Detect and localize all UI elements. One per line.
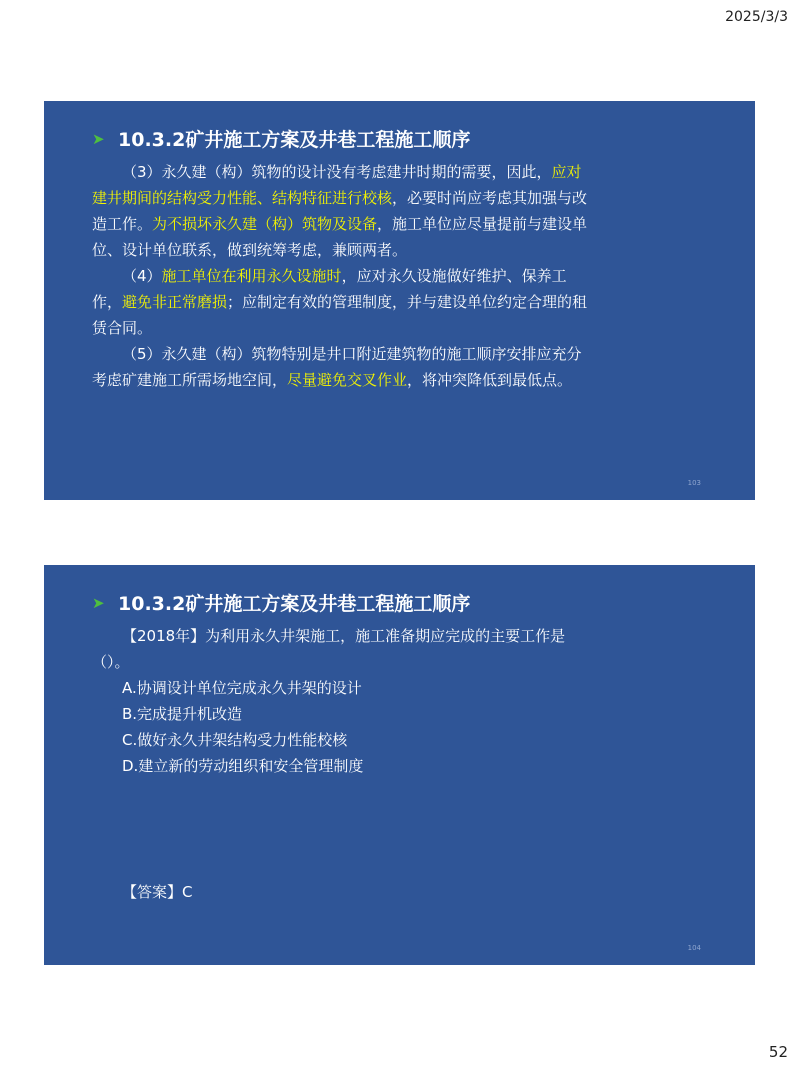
answer-text: 【答案】C <box>122 883 193 901</box>
text: ，施工单位应尽量提前与建设单位、设计单位联系，做到统筹考虑，兼顾两者。 <box>92 215 588 259</box>
text: ；应制定有效的管理制度，并与建设单位约定合理的租赁合同。 <box>92 293 588 337</box>
paragraph-5 <box>92 341 592 393</box>
highlight-text: 应对建井期间的结构受力性能、结构特征进行校核 <box>92 163 582 207</box>
arrow-bullet-icon: ➤ <box>92 593 105 612</box>
slide-title-row <box>92 589 470 616</box>
text: （5）永久建（构）筑物特别是井口附近建筑物的施工顺序安排应充分考虑矿建施工所需场地空间， <box>92 345 582 389</box>
paragraph-4 <box>92 263 592 341</box>
arrow-bullet-icon: ➤ <box>92 129 105 148</box>
slide-number: 103 <box>687 479 701 487</box>
slide-103 <box>44 101 755 500</box>
text: （3）永久建（构）筑物的设计没有考虑建井时期的需要，因此， <box>122 163 552 181</box>
option-a: A.协调设计单位完成永久井架的设计 <box>122 679 362 697</box>
page-number: 52 <box>768 1043 788 1061</box>
question-text: 【2018年】为利用永久井架施工，施工准备期应完成的主要工作是（）。 <box>92 627 566 671</box>
highlight-text: 为不损坏永久建（构）筑物及设备 <box>152 215 378 233</box>
print-date: 2025/3/3 <box>725 9 788 25</box>
slide-title: 10.3.2矿井施工方案及井巷工程施工顺序 <box>118 129 471 151</box>
highlight-text: 避免非正常磨损 <box>122 293 228 311</box>
highlight-text: 尽量避免交叉作业 <box>287 371 408 389</box>
slide-body <box>92 623 592 779</box>
slide-number: 104 <box>687 944 701 952</box>
slide-body <box>92 159 592 393</box>
option-b: B.完成提升机改造 <box>122 705 243 723</box>
slide-104 <box>44 565 755 965</box>
highlight-text: 施工单位在利用永久设施时 <box>161 267 342 285</box>
text: ，应对永久设施做好维护、保养工作， <box>92 267 567 311</box>
slide-title-row <box>92 125 470 152</box>
slide-title: 10.3.2矿井施工方案及井巷工程施工顺序 <box>118 593 471 615</box>
option-d: D.建立新的劳动组织和安全管理制度 <box>122 757 364 775</box>
paragraph-3 <box>92 159 592 263</box>
text: ，将冲突降低到最低点。 <box>407 371 573 389</box>
text: （4） <box>122 267 162 285</box>
option-c: C.做好永久井架结构受力性能校核 <box>122 731 348 749</box>
text: ，必要时尚应考虑其加强与改造工作。 <box>92 189 588 233</box>
